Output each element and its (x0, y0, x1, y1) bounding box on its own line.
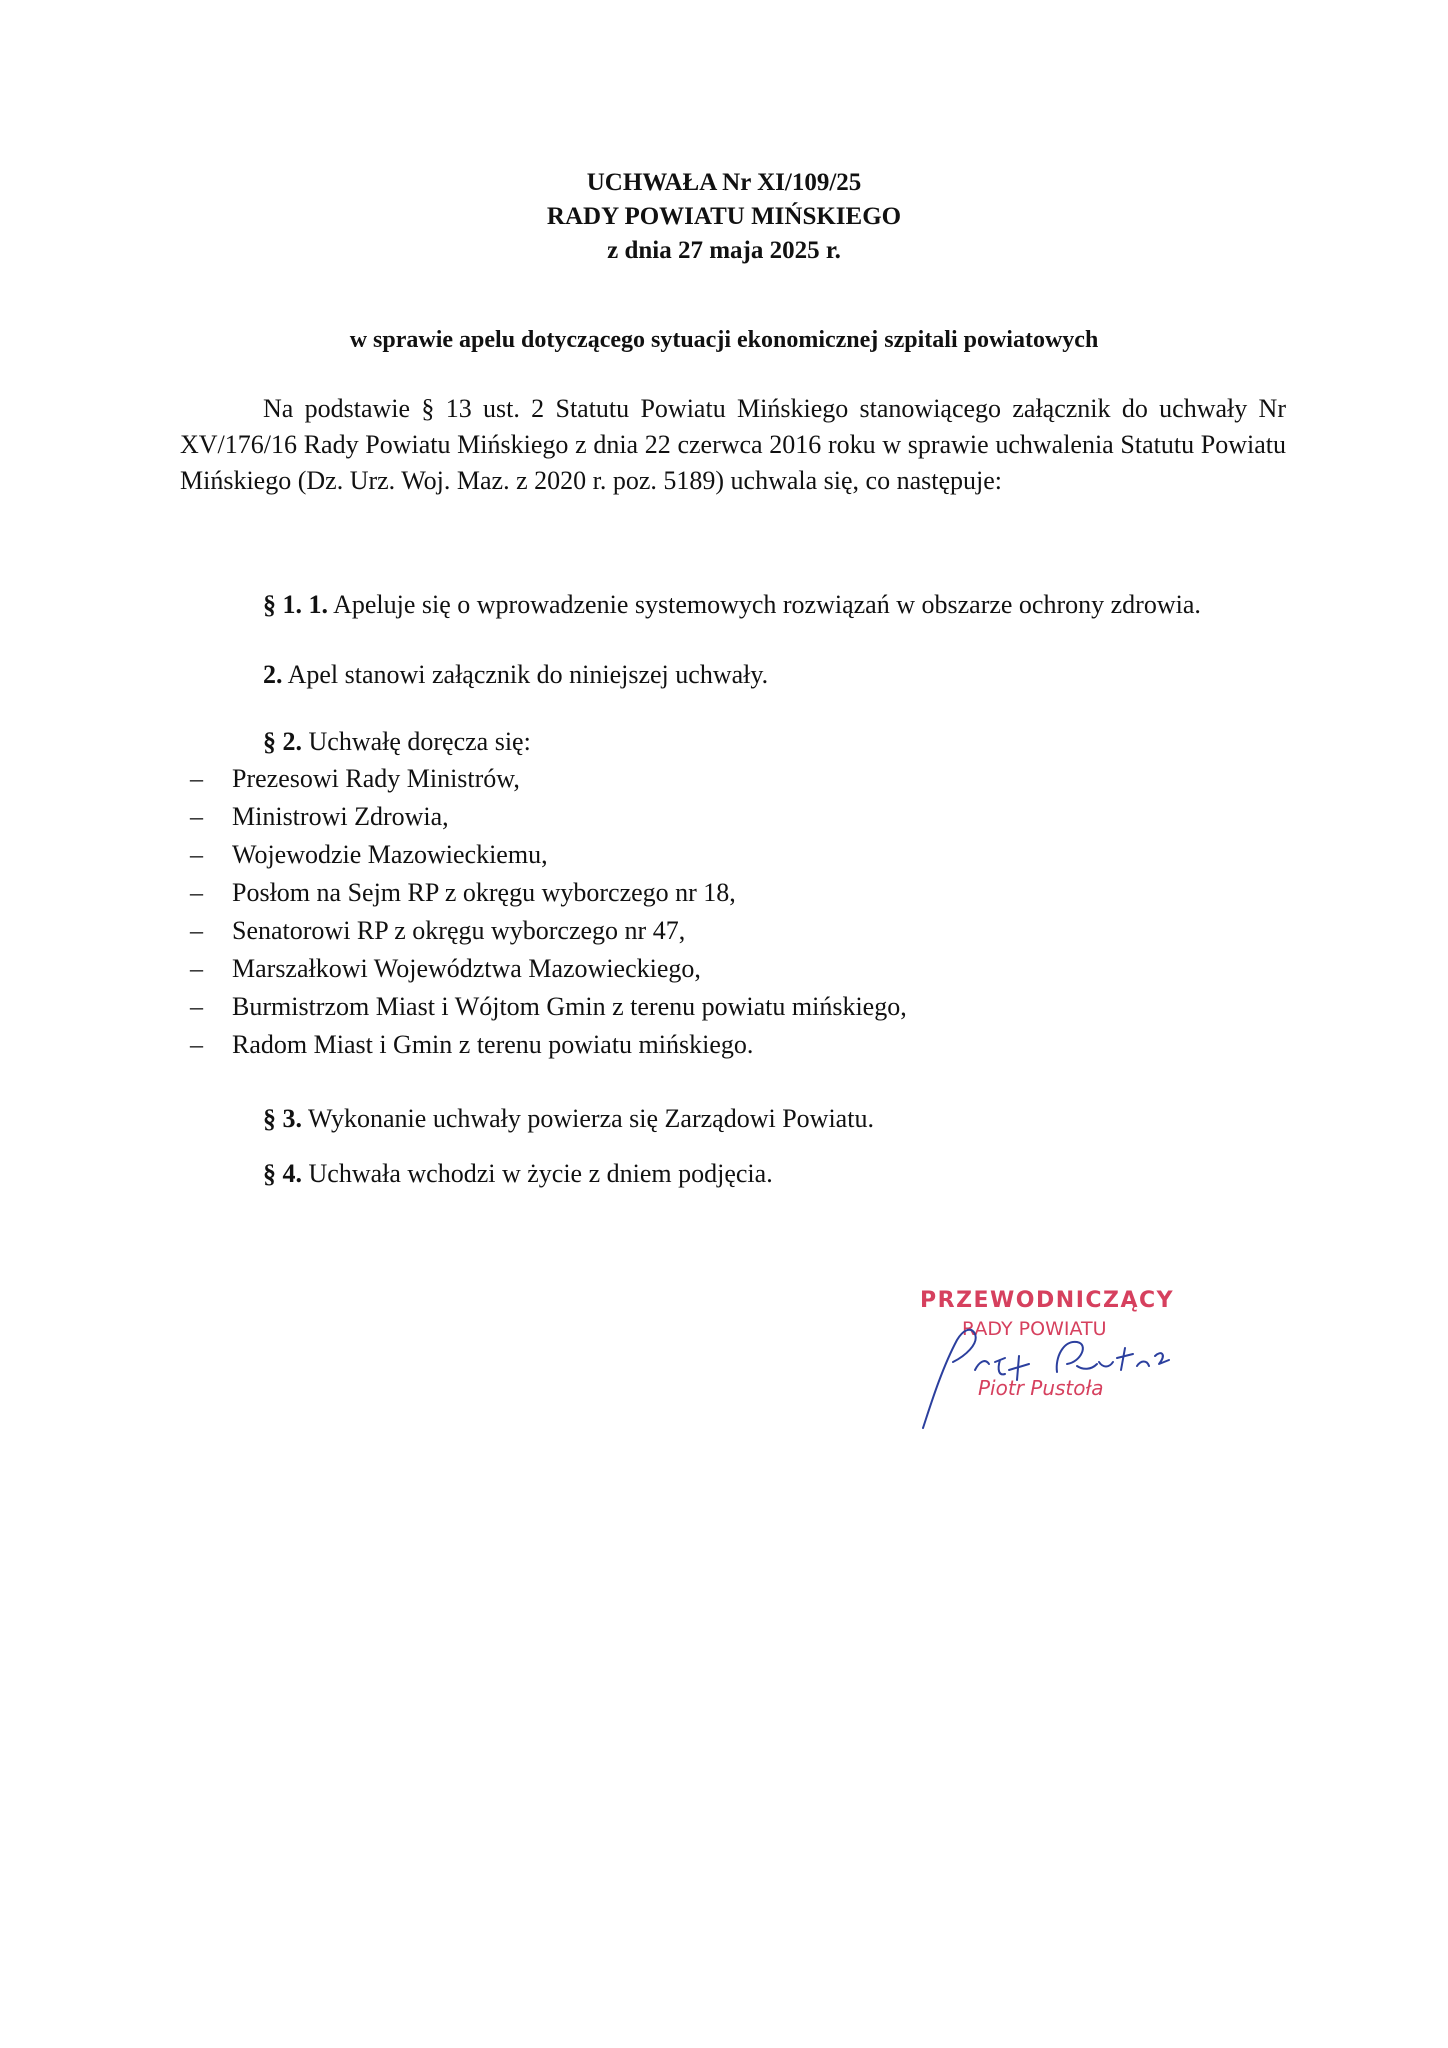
resolution-number: UCHWAŁA Nr XI/109/25 (586, 169, 862, 196)
section-4-text: Uchwała wchodzi w życie z dniem podjęcia. (308, 1159, 773, 1188)
section-2-text: Uchwałę doręcza się: (308, 727, 531, 756)
list-item: – Senatorowi RP z okręgu wyborczego nr 47, (180, 912, 907, 950)
dash-bullet: – (190, 764, 203, 793)
section-1-mark: § 1. 1. (263, 590, 328, 619)
list-item: – Marszałkowi Województwa Mazowieckiego, (180, 950, 907, 988)
section-3-text: Wykonanie uchwały powierza się Zarządowi Powiatu. (308, 1104, 874, 1133)
recipients-list (180, 760, 907, 1064)
list-item: – Wojewodzie Mazowieckiemu, (180, 836, 907, 874)
resolution-date: z dnia 27 maja 2025 r. (607, 237, 841, 264)
section-3-paragraph (180, 1103, 1286, 1134)
list-item: – Ministrowi Zdrowia, (180, 798, 907, 836)
point-2-mark: 2. (263, 660, 283, 689)
section-2-paragraph (180, 726, 1286, 757)
section-4-mark: § 4. (263, 1159, 302, 1188)
dash-bullet: – (190, 878, 203, 907)
section-1-point-2 (180, 659, 1286, 690)
handwritten-signature (905, 1300, 1225, 1450)
list-item: – Burmistrzom Miast i Wójtom Gmin z terenu powiatu mińskiego, (180, 988, 907, 1026)
legal-basis-paragraph: Na podstawie § 13 ust. 2 Statutu Powiatu Mińskiego stanowiącego załącznik do uchwały Nr XV/176/16 Rady Powiatu Mińskiego z dnia 22 czerwca 2016 roku w sprawie uchwalenia Statutu Powiatu Mińskiego (Dz. Urz. Woj. Maz. z 2020 r. poz. 5189) uchwala się, co następuje: (180, 394, 1286, 495)
stamp-title: PRZEWODNICZĄCY (920, 1288, 1175, 1313)
section-3-mark: § 3. (263, 1104, 302, 1133)
dash-bullet: – (190, 992, 203, 1021)
point-2-text: Apel stanowi załącznik do niniejszej uchwały. (287, 660, 769, 689)
section-4-paragraph (180, 1158, 1286, 1189)
section-1-text: Apeluje się o wprowadzenie systemowych rozwiązań w obszarze ochrony zdrowia. (333, 590, 1201, 619)
dash-bullet: – (190, 1030, 203, 1059)
dash-bullet: – (190, 916, 203, 945)
stamp-subtitle: RADY POWIATU (962, 1318, 1107, 1340)
stamp-name: Piotr Pustoła (978, 1376, 1104, 1400)
list-item: – Posłom na Sejm RP z okręgu wyborczego nr 18, (180, 874, 907, 912)
section-2-mark: § 2. (263, 727, 302, 756)
resolution-subject: w sprawie apelu dotyczącego sytuacji ekonomicznej szpitali powiatowych (349, 327, 1099, 353)
list-item: – Radom Miast i Gmin z terenu powiatu mińskiego. (180, 1026, 907, 1064)
dash-bullet: – (190, 954, 203, 983)
dash-bullet: – (190, 802, 203, 831)
issuing-body: RADY POWIATU MIŃSKIEGO (546, 203, 902, 230)
section-1-paragraph (180, 589, 1286, 620)
dash-bullet: – (190, 840, 203, 869)
document-header (0, 166, 1448, 268)
list-item: – Prezesowi Rady Ministrów, (180, 760, 907, 798)
